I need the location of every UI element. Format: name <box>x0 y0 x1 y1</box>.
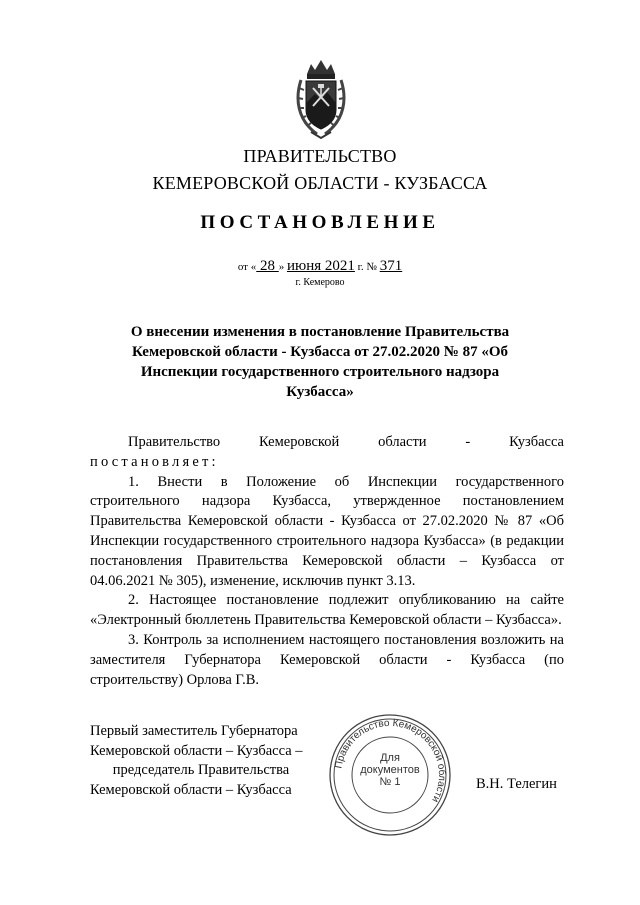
org-name-line1: ПРАВИТЕЛЬСТВО <box>243 146 397 166</box>
date-year-suffix: г. № <box>354 261 380 273</box>
signatory-name: В.Н. Телегин <box>476 776 557 792</box>
org-name-line2: КЕМЕРОВСКОЙ ОБЛАСТИ - КУЗБАССА <box>152 173 488 193</box>
stamp-ring-text: Правительство Кемеровской области <box>333 717 448 805</box>
paragraph-3: 3. Контроль за исполнением настоящего постановления возложить на заместителя Губернатора Кемеровской области - Кузбасса (по строительству) Орлова Г.В. <box>90 631 564 688</box>
stamp-line2: документов <box>360 764 420 776</box>
preamble-line1: Правительство Кемеровской области - Кузбасса <box>128 434 564 450</box>
signatory-line4: Кемеровской области – Кузбасса <box>90 781 292 798</box>
document-type: ПОСТАНОВЛЕНИЕ <box>200 212 440 233</box>
signatory-line3: председатель Правительства <box>112 762 290 779</box>
signatory-line2: Кемеровской области – Кузбасса – <box>90 742 303 759</box>
stamp-line3: № 1 <box>379 776 401 788</box>
stamp-line1: Для <box>380 752 400 764</box>
document-number: 371 <box>379 258 403 274</box>
date-day: 28 <box>256 258 279 274</box>
date-month-year: июня 2021 <box>286 258 355 274</box>
paragraph-1: 1. Внести в Положение об Инспекции государственного строительного надзора Кузбасса, утвержденное постановлением Правительства Кемеровской области - Кузбасса от 27.02.2020 № 87 «Об Инспекции государственного строительного надзора Кузбасса» (в редакции постановления Правительства Кемеровской области – Кузбасса от 04.06.2021 № 305), изменение, исключив пункт 3.13. <box>90 473 564 589</box>
signatory-line1: Первый заместитель Губернатора <box>90 723 298 739</box>
signatory-position <box>90 722 320 800</box>
document-body <box>90 433 564 690</box>
date-prefix: от « <box>237 261 257 273</box>
date-number-line <box>0 258 640 275</box>
stamp-inner-text <box>327 752 453 788</box>
date-mid: » <box>278 261 287 273</box>
paragraph-2: 2. Настоящее постановление подлежит опубликованию на сайте «Электронный бюллетень Правительства Кемеровской области – Кузбасса». <box>90 592 564 629</box>
coat-of-arms-icon <box>293 58 349 140</box>
preamble-line2: постановляет: <box>90 453 219 470</box>
place-of-issue: г. Кемерово <box>295 277 345 288</box>
document-title: О внесении изменения в постановление Правительства Кемеровской области - Кузбасса от 27.02.2020 № 87 «Об Инспекции государственного строительного надзора Кузбасса» <box>130 324 510 400</box>
